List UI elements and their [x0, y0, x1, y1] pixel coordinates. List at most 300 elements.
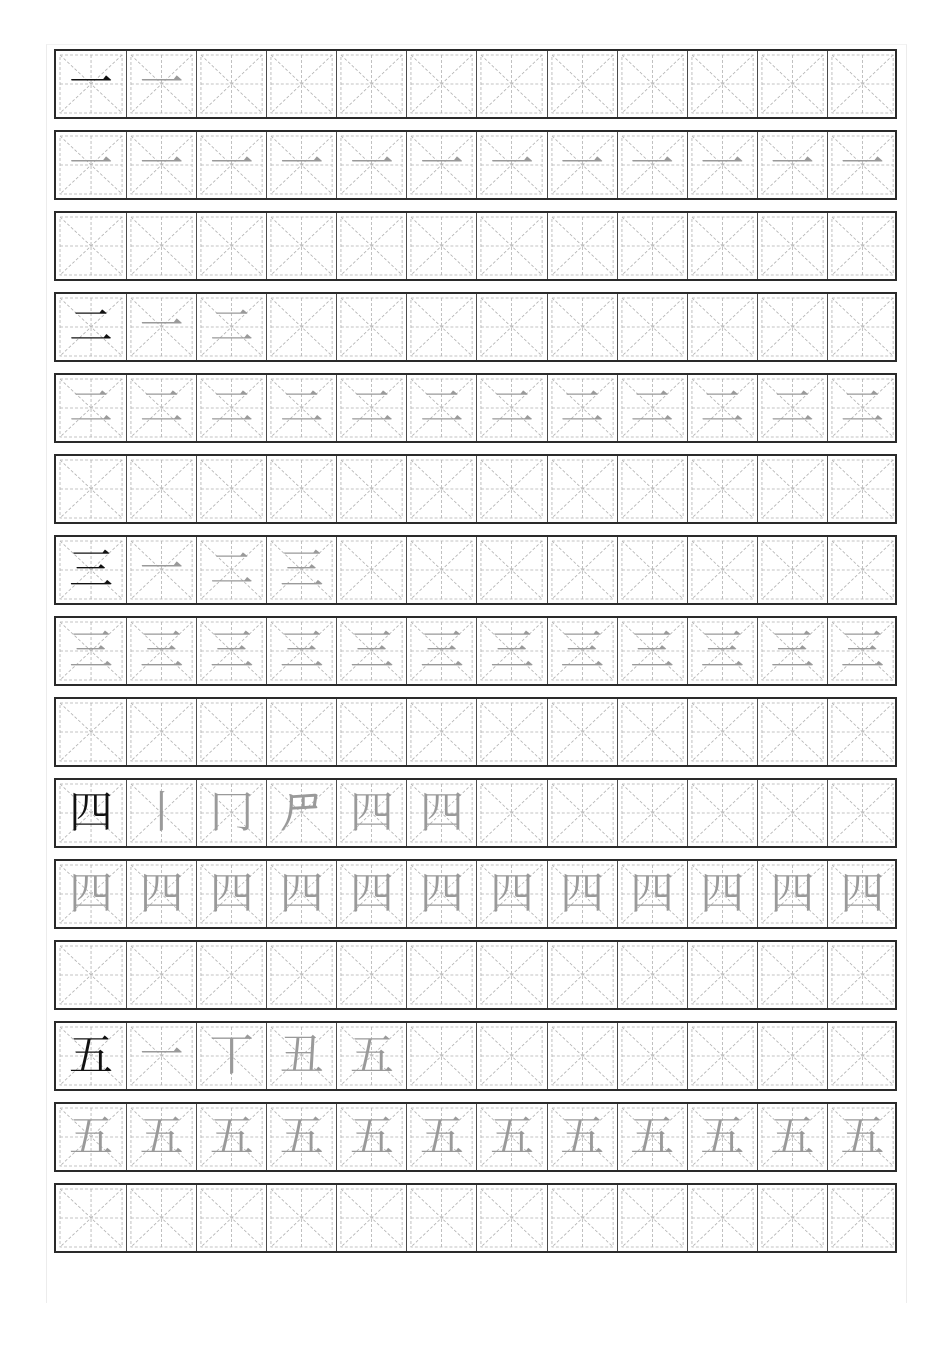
practice-cell[interactable] — [56, 1104, 126, 1170]
trace-character: 四 — [349, 868, 394, 919]
guide-lines — [618, 213, 687, 279]
practice-cell[interactable] — [406, 1185, 476, 1251]
trace-character: 一 — [69, 139, 114, 190]
guide-lines — [337, 699, 406, 765]
guide-lines — [688, 294, 757, 360]
practice-cell[interactable] — [827, 861, 897, 927]
practice-cell[interactable] — [757, 780, 827, 846]
trace-character: 四 — [560, 868, 605, 919]
practice-cell[interactable] — [56, 213, 126, 279]
trace-character: 四 — [630, 868, 675, 919]
trace-character: 二 — [419, 382, 464, 433]
practice-cell[interactable] — [266, 618, 336, 684]
trace-character: 五 — [69, 1111, 114, 1162]
practice-cell[interactable] — [827, 618, 897, 684]
trace-character: 五 — [630, 1111, 675, 1162]
practice-cell[interactable] — [126, 456, 196, 522]
practice-cell[interactable] — [476, 213, 546, 279]
practice-cell[interactable] — [406, 942, 476, 1008]
practice-cell[interactable] — [547, 1104, 617, 1170]
practice-cell[interactable] — [827, 1023, 897, 1089]
practice-row-model — [54, 292, 897, 362]
practice-cell[interactable] — [266, 1185, 336, 1251]
practice-cell[interactable] — [757, 213, 827, 279]
practice-cell[interactable] — [757, 942, 827, 1008]
practice-cell[interactable] — [687, 132, 757, 198]
guide-lines — [758, 942, 827, 1008]
practice-row-model — [54, 778, 897, 848]
guide-lines — [477, 213, 546, 279]
trace-character: 二 — [69, 382, 114, 433]
practice-cell[interactable] — [476, 942, 546, 1008]
practice-cell[interactable] — [196, 294, 266, 360]
practice-cell[interactable] — [406, 213, 476, 279]
practice-cell[interactable] — [56, 294, 126, 360]
practice-cell[interactable] — [476, 456, 546, 522]
practice-cell[interactable] — [476, 1104, 546, 1170]
practice-cell[interactable] — [336, 780, 406, 846]
practice-cell[interactable] — [547, 1185, 617, 1251]
practice-cell[interactable] — [406, 861, 476, 927]
practice-cell[interactable] — [757, 51, 827, 117]
practice-cell[interactable] — [336, 456, 406, 522]
practice-cell[interactable] — [687, 537, 757, 603]
practice-cell[interactable] — [406, 375, 476, 441]
practice-cell[interactable] — [617, 1185, 687, 1251]
guide-lines — [197, 213, 266, 279]
practice-cell[interactable] — [56, 375, 126, 441]
practice-cell[interactable] — [757, 861, 827, 927]
practice-cell[interactable] — [687, 1023, 757, 1089]
guide-lines — [688, 537, 757, 603]
practice-cell[interactable] — [687, 51, 757, 117]
practice-cell[interactable] — [476, 537, 546, 603]
practice-cell[interactable] — [196, 699, 266, 765]
practice-cell[interactable] — [547, 213, 617, 279]
practice-cell[interactable] — [476, 618, 546, 684]
guide-lines — [758, 456, 827, 522]
trace-character: 二 — [349, 382, 394, 433]
practice-cell[interactable] — [196, 861, 266, 927]
practice-cell[interactable] — [196, 1185, 266, 1251]
practice-cell[interactable] — [336, 618, 406, 684]
practice-row-trace — [54, 859, 897, 929]
practice-cell[interactable] — [476, 780, 546, 846]
practice-row-blank — [54, 940, 897, 1010]
trace-character: 一 — [840, 139, 885, 190]
practice-cell[interactable] — [266, 699, 336, 765]
trace-character: 四 — [139, 868, 184, 919]
guide-lines — [828, 537, 897, 603]
guide-lines — [407, 1023, 476, 1089]
practice-cell[interactable] — [406, 780, 476, 846]
trace-character: 三 — [209, 625, 254, 676]
practice-cell[interactable] — [196, 618, 266, 684]
practice-cell[interactable] — [617, 294, 687, 360]
guide-lines — [197, 1185, 266, 1251]
guide-lines — [758, 537, 827, 603]
practice-cell[interactable] — [406, 618, 476, 684]
practice-cell[interactable] — [406, 294, 476, 360]
practice-cell[interactable] — [476, 861, 546, 927]
guide-lines — [828, 699, 897, 765]
practice-cell[interactable] — [56, 861, 126, 927]
trace-character: 二 — [700, 382, 745, 433]
practice-cell[interactable] — [126, 1185, 196, 1251]
guide-lines — [688, 1023, 757, 1089]
practice-cell[interactable] — [687, 780, 757, 846]
practice-cell[interactable] — [406, 1023, 476, 1089]
practice-cell[interactable] — [757, 537, 827, 603]
guide-lines — [56, 213, 126, 279]
guide-lines — [688, 51, 757, 117]
practice-cell[interactable] — [266, 942, 336, 1008]
practice-cell[interactable] — [56, 942, 126, 1008]
guide-lines — [267, 699, 336, 765]
trace-character: 一 — [139, 139, 184, 190]
practice-cell[interactable] — [827, 537, 897, 603]
practice-row-blank — [54, 454, 897, 524]
practice-cell[interactable] — [56, 699, 126, 765]
trace-character: 二 — [560, 382, 605, 433]
trace-character: 一 — [139, 544, 184, 595]
practice-cell[interactable] — [827, 456, 897, 522]
practice-cell[interactable] — [336, 213, 406, 279]
model-character: 一 — [69, 58, 114, 109]
practice-cell[interactable] — [617, 375, 687, 441]
practice-cell[interactable] — [126, 780, 196, 846]
trace-character: 四 — [69, 868, 114, 919]
practice-cell[interactable] — [827, 375, 897, 441]
trace-character: 三 — [139, 625, 184, 676]
guide-lines — [618, 699, 687, 765]
guide-lines — [407, 537, 476, 603]
practice-cell[interactable] — [617, 537, 687, 603]
practice-cell[interactable] — [757, 1023, 827, 1089]
practice-cell[interactable] — [827, 294, 897, 360]
practice-cell[interactable] — [827, 699, 897, 765]
guide-lines — [828, 1185, 897, 1251]
guide-lines — [56, 699, 126, 765]
practice-cell[interactable] — [757, 375, 827, 441]
practice-cell[interactable] — [547, 780, 617, 846]
trace-character: 二 — [209, 382, 254, 433]
practice-cell[interactable] — [196, 213, 266, 279]
guide-lines — [618, 1185, 687, 1251]
guide-lines — [337, 51, 406, 117]
trace-character: 二 — [209, 544, 254, 595]
practice-cell[interactable] — [687, 861, 757, 927]
practice-cell[interactable] — [266, 861, 336, 927]
guide-lines — [548, 51, 617, 117]
practice-cell[interactable] — [406, 456, 476, 522]
guide-lines — [267, 456, 336, 522]
practice-cell[interactable] — [336, 132, 406, 198]
practice-cell[interactable] — [757, 1104, 827, 1170]
trace-character: 五 — [770, 1111, 815, 1162]
practice-cell[interactable] — [336, 294, 406, 360]
practice-cell[interactable] — [266, 1104, 336, 1170]
trace-character: 四 — [349, 787, 394, 838]
guide-lines — [267, 942, 336, 1008]
practice-cell[interactable] — [617, 942, 687, 1008]
practice-cell[interactable] — [266, 537, 336, 603]
practice-cell[interactable] — [336, 699, 406, 765]
guide-lines — [337, 456, 406, 522]
practice-cell[interactable] — [406, 537, 476, 603]
practice-cell[interactable] — [687, 942, 757, 1008]
practice-cell[interactable] — [617, 213, 687, 279]
practice-cell[interactable] — [126, 132, 196, 198]
practice-cell[interactable] — [196, 456, 266, 522]
guide-lines — [548, 1185, 617, 1251]
practice-cell[interactable] — [56, 1185, 126, 1251]
guide-lines — [477, 1185, 546, 1251]
practice-cell[interactable] — [547, 132, 617, 198]
practice-cell[interactable] — [126, 942, 196, 1008]
practice-row-blank — [54, 1183, 897, 1253]
practice-cell[interactable] — [266, 132, 336, 198]
trace-character: 一 — [139, 301, 184, 352]
practice-cell[interactable] — [126, 699, 196, 765]
practice-cell[interactable] — [757, 456, 827, 522]
practice-cell[interactable] — [266, 213, 336, 279]
guide-lines — [407, 456, 476, 522]
practice-cell[interactable] — [56, 780, 126, 846]
trace-character: 三 — [279, 625, 324, 676]
practice-cell[interactable] — [56, 456, 126, 522]
guide-lines — [548, 942, 617, 1008]
guide-lines — [828, 51, 897, 117]
trace-character: 四 — [490, 868, 534, 919]
practice-cell[interactable] — [617, 1104, 687, 1170]
practice-cell[interactable] — [827, 132, 897, 198]
practice-row-trace — [54, 616, 897, 686]
practice-cell[interactable] — [617, 618, 687, 684]
model-character: 二 — [69, 301, 114, 352]
guide-lines — [618, 1023, 687, 1089]
practice-cell[interactable] — [617, 132, 687, 198]
practice-cell[interactable] — [547, 537, 617, 603]
practice-cell[interactable] — [336, 537, 406, 603]
guide-lines — [618, 537, 687, 603]
practice-cell[interactable] — [406, 51, 476, 117]
guide-lines — [548, 294, 617, 360]
practice-cell[interactable] — [547, 699, 617, 765]
trace-character: 一 — [279, 139, 324, 190]
practice-cell[interactable] — [126, 1104, 196, 1170]
practice-cell[interactable] — [476, 699, 546, 765]
practice-cell[interactable] — [336, 861, 406, 927]
practice-cell[interactable] — [196, 1023, 266, 1089]
practice-cell[interactable] — [476, 51, 546, 117]
practice-cell[interactable] — [126, 1023, 196, 1089]
trace-character: 四 — [279, 868, 324, 919]
guide-lines — [477, 294, 546, 360]
practice-cell[interactable] — [547, 942, 617, 1008]
practice-cell[interactable] — [406, 132, 476, 198]
practice-cell[interactable] — [266, 375, 336, 441]
practice-cell[interactable] — [266, 1023, 336, 1089]
practice-cell[interactable] — [547, 618, 617, 684]
practice-cell[interactable] — [476, 132, 546, 198]
practice-cell[interactable] — [336, 51, 406, 117]
practice-cell[interactable] — [617, 861, 687, 927]
guide-lines — [758, 1185, 827, 1251]
practice-cell[interactable] — [687, 1185, 757, 1251]
practice-cell[interactable] — [827, 780, 897, 846]
practice-cell[interactable] — [196, 780, 266, 846]
guide-lines — [56, 1185, 126, 1251]
practice-cell[interactable] — [687, 699, 757, 765]
guide-lines — [407, 942, 476, 1008]
practice-row-model — [54, 1021, 897, 1091]
practice-cell[interactable] — [827, 51, 897, 117]
practice-cell[interactable] — [547, 375, 617, 441]
practice-cell[interactable] — [336, 1023, 406, 1089]
practice-cell[interactable] — [336, 1104, 406, 1170]
trace-character: 五 — [840, 1111, 885, 1162]
trace-character: 二 — [279, 382, 324, 433]
trace-character: 二 — [139, 382, 184, 433]
practice-cell[interactable] — [687, 456, 757, 522]
practice-row-trace — [54, 130, 897, 200]
practice-cell[interactable] — [126, 51, 196, 117]
practice-cell[interactable] — [196, 375, 266, 441]
trace-character: 冂 — [209, 787, 254, 838]
practice-cell[interactable] — [196, 1104, 266, 1170]
practice-cell[interactable] — [547, 1023, 617, 1089]
practice-cell[interactable] — [336, 942, 406, 1008]
practice-cell[interactable] — [196, 132, 266, 198]
guide-lines — [548, 780, 617, 846]
practice-cell[interactable] — [56, 537, 126, 603]
practice-cell[interactable] — [196, 537, 266, 603]
guide-lines — [548, 699, 617, 765]
practice-cell[interactable] — [126, 618, 196, 684]
practice-cell[interactable] — [827, 942, 897, 1008]
practice-cell[interactable] — [56, 132, 126, 198]
practice-cell[interactable] — [56, 618, 126, 684]
practice-cell[interactable] — [196, 51, 266, 117]
practice-cell[interactable] — [126, 537, 196, 603]
practice-cell[interactable] — [687, 375, 757, 441]
practice-cell[interactable] — [406, 699, 476, 765]
practice-cell[interactable] — [476, 375, 546, 441]
trace-character: 𠃜 — [279, 787, 324, 838]
guide-lines — [828, 780, 897, 846]
practice-cell[interactable] — [126, 861, 196, 927]
trace-character: 一 — [139, 1030, 184, 1081]
practice-cell[interactable] — [617, 780, 687, 846]
practice-cell[interactable] — [827, 1185, 897, 1251]
guide-lines — [337, 537, 406, 603]
practice-cell[interactable] — [757, 132, 827, 198]
practice-cell[interactable] — [617, 456, 687, 522]
practice-cell[interactable] — [757, 699, 827, 765]
practice-cell[interactable] — [687, 1104, 757, 1170]
guide-lines — [548, 213, 617, 279]
trace-character: 四 — [770, 868, 815, 919]
trace-character: 三 — [770, 625, 815, 676]
practice-cell[interactable] — [827, 1104, 897, 1170]
trace-character: 一 — [209, 139, 254, 190]
model-character: 四 — [69, 787, 114, 838]
trace-character: 三 — [349, 625, 394, 676]
practice-cell[interactable] — [617, 699, 687, 765]
trace-character: 一 — [770, 139, 815, 190]
practice-cell[interactable] — [56, 1023, 126, 1089]
practice-cell[interactable] — [336, 1185, 406, 1251]
practice-cell[interactable] — [196, 942, 266, 1008]
guide-lines — [548, 1023, 617, 1089]
guide-lines — [828, 456, 897, 522]
practice-cell[interactable] — [687, 294, 757, 360]
trace-character: 二 — [209, 301, 254, 352]
practice-cell[interactable] — [617, 1023, 687, 1089]
guide-lines — [197, 456, 266, 522]
trace-character: 四 — [700, 868, 745, 919]
guide-lines — [618, 294, 687, 360]
practice-cell[interactable] — [126, 375, 196, 441]
practice-cell[interactable] — [617, 51, 687, 117]
practice-cell[interactable] — [336, 375, 406, 441]
practice-cell[interactable] — [687, 213, 757, 279]
practice-cell[interactable] — [547, 861, 617, 927]
practice-cell[interactable] — [757, 618, 827, 684]
practice-cell[interactable] — [476, 1185, 546, 1251]
guide-lines — [548, 456, 617, 522]
guide-lines — [337, 942, 406, 1008]
practice-cell[interactable] — [757, 294, 827, 360]
guide-lines — [477, 780, 546, 846]
practice-cell[interactable] — [547, 294, 617, 360]
guide-lines — [267, 51, 336, 117]
guide-lines — [618, 51, 687, 117]
guide-lines — [618, 942, 687, 1008]
practice-row-blank — [54, 211, 897, 281]
guide-lines — [618, 780, 687, 846]
practice-cell[interactable] — [757, 1185, 827, 1251]
guide-lines — [758, 213, 827, 279]
trace-character: 五 — [139, 1111, 184, 1162]
guide-lines — [688, 213, 757, 279]
practice-cell[interactable] — [827, 213, 897, 279]
practice-cell[interactable] — [266, 456, 336, 522]
trace-character: 三 — [560, 625, 605, 676]
practice-cell[interactable] — [56, 51, 126, 117]
practice-cell[interactable] — [406, 1104, 476, 1170]
guide-lines — [267, 294, 336, 360]
practice-cell[interactable] — [266, 294, 336, 360]
practice-cell[interactable] — [476, 294, 546, 360]
trace-character: 一 — [630, 139, 675, 190]
guide-lines — [688, 780, 757, 846]
practice-cell[interactable] — [266, 51, 336, 117]
trace-character: 三 — [69, 625, 114, 676]
practice-cell[interactable] — [126, 294, 196, 360]
practice-cell[interactable] — [266, 780, 336, 846]
practice-cell[interactable] — [687, 618, 757, 684]
guide-lines — [127, 213, 196, 279]
practice-cell[interactable] — [547, 456, 617, 522]
guide-lines — [548, 537, 617, 603]
practice-cell[interactable] — [126, 213, 196, 279]
practice-cell[interactable] — [547, 51, 617, 117]
practice-cell[interactable] — [476, 1023, 546, 1089]
trace-character: 三 — [700, 625, 745, 676]
guide-lines — [197, 942, 266, 1008]
